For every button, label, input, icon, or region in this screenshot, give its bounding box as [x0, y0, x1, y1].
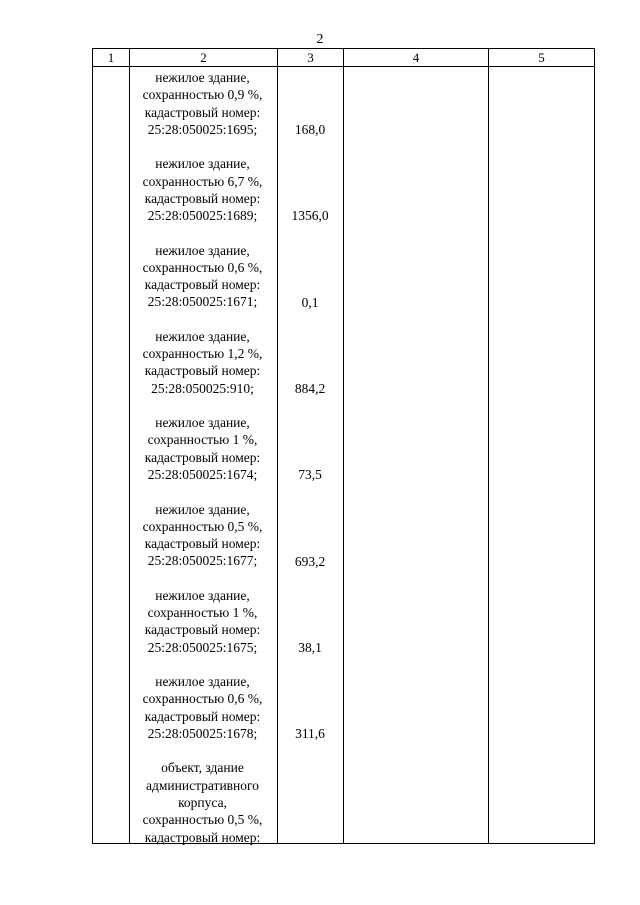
- description-line: нежилое здание,: [155, 328, 250, 344]
- description-line: сохранностью 1,2 %,: [142, 346, 263, 362]
- description-line: сохранностью 1 %,: [147, 432, 258, 448]
- description-line: сохранностью 0,6 %,: [142, 259, 263, 275]
- description-line: сохранностью 0,5 %,: [142, 518, 263, 534]
- description-line: сохранностью 1 %,: [147, 605, 258, 621]
- object-description: [129, 328, 276, 397]
- description-line: нежилое здание,: [155, 156, 250, 172]
- description-line: 25:28:050025:910;: [151, 380, 254, 396]
- table-row: [93, 69, 594, 149]
- column-header-1: 1: [107, 50, 115, 65]
- area-value: 38,1: [298, 639, 322, 655]
- description-line: нежилое здание,: [155, 587, 250, 603]
- table-header-row: [93, 49, 594, 67]
- description-line: нежилое здание,: [155, 674, 250, 690]
- description-line: 25:28:050025:1695;: [147, 121, 258, 137]
- description-line: нежилое здание,: [155, 242, 250, 258]
- description-line: кадастровый номер:: [144, 190, 261, 206]
- column-header-2: 2: [200, 50, 207, 65]
- area-value: 73,5: [298, 467, 322, 483]
- description-line: сохранностью 0,9 %,: [142, 87, 263, 103]
- object-description: [129, 414, 276, 483]
- table-row: [93, 501, 594, 581]
- object-description: [129, 587, 276, 656]
- page-number: 2: [316, 32, 324, 47]
- table-row: [93, 587, 594, 667]
- column-header-5: 5: [538, 50, 545, 65]
- property-table: [92, 48, 595, 844]
- description-line: сохранностью 0,5 %,: [142, 812, 263, 828]
- object-description: [129, 673, 276, 742]
- description-line: 25:28:050025:1689;: [147, 208, 258, 224]
- description-line: нежилое здание,: [155, 501, 250, 517]
- description-line: кадастровый номер:: [144, 708, 261, 724]
- description-line: кадастровый номер:: [144, 363, 261, 379]
- area-value: 168,0: [294, 122, 326, 137]
- object-description: [129, 242, 276, 311]
- description-line: 25:28:050025:1675;: [147, 639, 258, 655]
- description-line: кадастровый номер:: [144, 449, 261, 465]
- object-description: [129, 501, 276, 570]
- description-line: 25:28:050025:1674;: [147, 467, 258, 483]
- table-row: [93, 155, 594, 235]
- description-line: корпуса,: [178, 794, 227, 810]
- description-line: кадастровый номер:: [144, 829, 261, 845]
- description-line: административного: [146, 777, 259, 793]
- description-line: кадастровый номер:: [144, 277, 261, 293]
- table-row: [93, 242, 594, 322]
- description-line: кадастровый номер:: [144, 536, 261, 552]
- table-row: [93, 414, 594, 494]
- description-line: сохранностью 0,6 %,: [142, 691, 263, 707]
- area-value: 693,2: [294, 553, 326, 569]
- area-value: 0,1: [301, 294, 319, 310]
- table-row: [93, 673, 594, 753]
- table-row: [93, 759, 594, 845]
- description-line: кадастровый номер:: [144, 104, 261, 120]
- area-value: 311,6: [295, 726, 325, 742]
- description-line: сохранностью 6,7 %,: [142, 173, 263, 189]
- description-line: кадастровый номер:: [144, 622, 261, 638]
- description-line: нежилое здание,: [155, 70, 250, 85]
- description-line: 25:28:050025:1677;: [147, 553, 258, 569]
- column-header-4: 4: [412, 50, 420, 65]
- description-line: 25:28:050025:1671;: [147, 294, 258, 310]
- object-description: [129, 69, 276, 138]
- description-line: 25:28:050025:1678;: [147, 725, 258, 741]
- area-value: 1356,0: [291, 208, 329, 224]
- object-description: [129, 759, 276, 845]
- area-value: 884,2: [294, 380, 326, 396]
- description-line: нежилое здание,: [155, 415, 250, 431]
- table-row: [93, 328, 594, 408]
- description-line: объект, здание: [161, 760, 244, 776]
- column-header-3: 3: [307, 50, 314, 65]
- object-description: [129, 155, 276, 224]
